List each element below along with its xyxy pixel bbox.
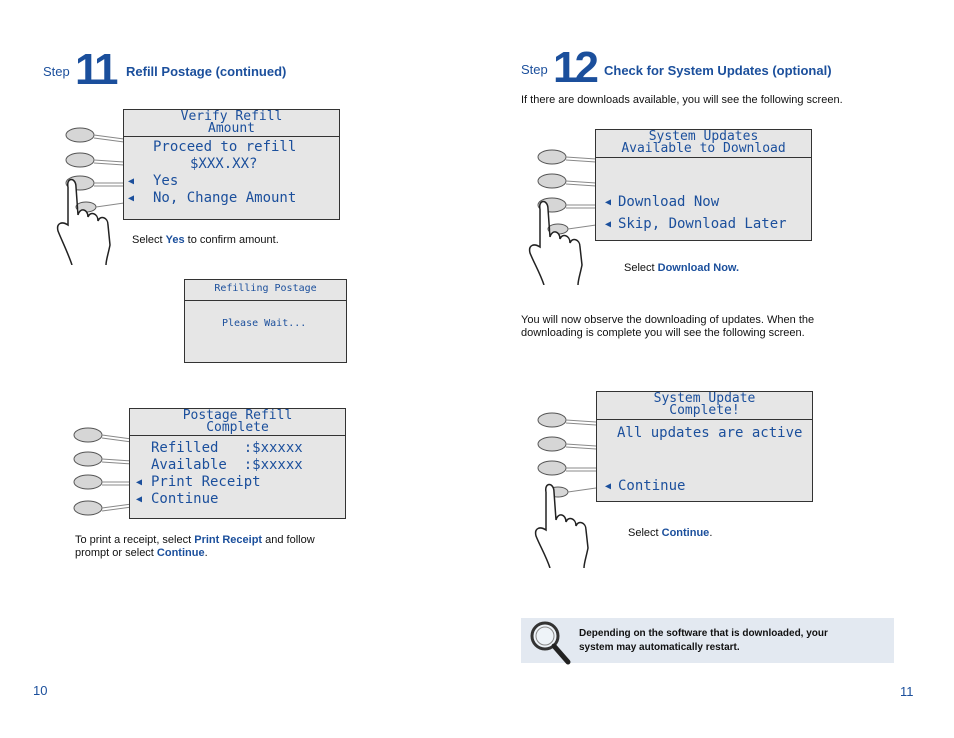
lcd-header-line: Verify Refill	[180, 109, 283, 124]
arrow-left-icon: ◀	[136, 477, 143, 488]
step-title: Refill Postage (continued)	[126, 64, 287, 79]
caption-select-continue	[628, 527, 712, 539]
lcd-verify-refill	[123, 109, 340, 220]
lcd-line: $XXX.XX?	[190, 156, 258, 172]
caption-text: prompt or select	[75, 547, 157, 559]
note-line: system may automatically restart.	[579, 642, 740, 653]
caption-emphasis: Download Now.	[657, 262, 740, 274]
arrow-left-icon: ◀	[136, 494, 143, 505]
para-line: downloading is complete you will see the following screen.	[521, 327, 805, 339]
lcd-header-line: Complete	[206, 420, 269, 435]
arrow-left-icon: ◀	[605, 197, 612, 208]
step-title: Check for System Updates (optional)	[604, 63, 832, 78]
caption-select-download	[624, 262, 739, 274]
lcd-header-line: Amount	[208, 121, 255, 136]
lcd-header-line: Complete!	[669, 403, 740, 418]
lcd-option-continue[interactable]: Continue	[618, 478, 686, 494]
lcd-postage-refill-complete	[129, 408, 346, 519]
caption-text: .	[709, 527, 713, 539]
download-progress-text	[521, 314, 814, 340]
page-number-left: 10	[33, 683, 48, 698]
lcd-option-change-amount[interactable]: No, Change Amount	[153, 190, 297, 206]
lcd-line: Available :$xxxxx	[151, 457, 303, 473]
caption-text: .	[204, 547, 208, 559]
note-line: Depending on the software that is downloaded, your	[579, 628, 828, 639]
lcd-option-yes[interactable]: Yes	[153, 173, 179, 189]
caption-print-receipt	[75, 534, 315, 560]
lcd-option-print-receipt[interactable]: Print Receipt	[151, 474, 261, 490]
magnifier-icon	[527, 619, 573, 665]
lcd-header-line: Refilling Postage	[214, 283, 317, 294]
lcd-system-update-complete	[596, 391, 813, 502]
caption-emphasis: Yes	[165, 234, 185, 246]
lcd-option-skip[interactable]: Skip, Download Later	[618, 216, 787, 232]
lcd-system-updates-available	[595, 129, 812, 241]
caption-text: To print a receipt, select	[75, 534, 195, 546]
caption-text: and follow	[262, 534, 315, 546]
lcd-header-line: Postage Refill	[182, 408, 293, 423]
right-step-heading	[521, 43, 921, 92]
caption-text: Select	[628, 527, 662, 539]
lcd-line: Please Wait...	[222, 318, 307, 329]
lcd-refilling-postage	[184, 279, 347, 363]
intro-text: If there are downloads available, you will see the following screen.	[521, 94, 843, 106]
hand-pointer-icon	[522, 408, 602, 568]
left-step-heading	[43, 45, 343, 94]
step-number: 12	[553, 43, 596, 92]
lcd-header-line: System Updates	[648, 129, 759, 144]
arrow-left-icon: ◀	[605, 481, 612, 492]
caption-select-yes	[132, 234, 279, 246]
hand-pointer-icon	[50, 125, 130, 265]
arrow-left-icon: ◀	[128, 176, 135, 187]
lcd-option-download-now[interactable]: Download Now	[618, 194, 720, 210]
page-number-right: 11	[900, 684, 914, 699]
caption-text: Select	[132, 234, 166, 246]
arrow-left-icon: ◀	[605, 219, 612, 230]
caption-text: Select	[624, 262, 658, 274]
caption-emphasis: Continue	[661, 527, 710, 539]
step-label: Step	[521, 62, 548, 77]
lcd-header-line: System Update	[653, 391, 756, 406]
step-number: 11	[75, 45, 116, 94]
lcd-option-continue[interactable]: Continue	[151, 491, 219, 507]
lcd-line: Proceed to refill	[153, 139, 297, 155]
hand-pointer-icon	[522, 145, 602, 285]
lcd-line: Refilled :$xxxxx	[151, 440, 303, 456]
para-line: You will now observe the downloading of updates. When the	[521, 314, 815, 326]
arrow-left-icon: ◀	[128, 193, 135, 204]
step-label: Step	[43, 64, 70, 79]
lcd-line: All updates are active	[617, 425, 803, 441]
caption-text: to confirm amount.	[184, 234, 279, 246]
note-box	[521, 618, 894, 663]
caption-emphasis: Print Receipt	[194, 534, 263, 546]
lcd-header-line: Available to Download	[621, 141, 786, 156]
caption-emphasis: Continue	[156, 547, 205, 559]
